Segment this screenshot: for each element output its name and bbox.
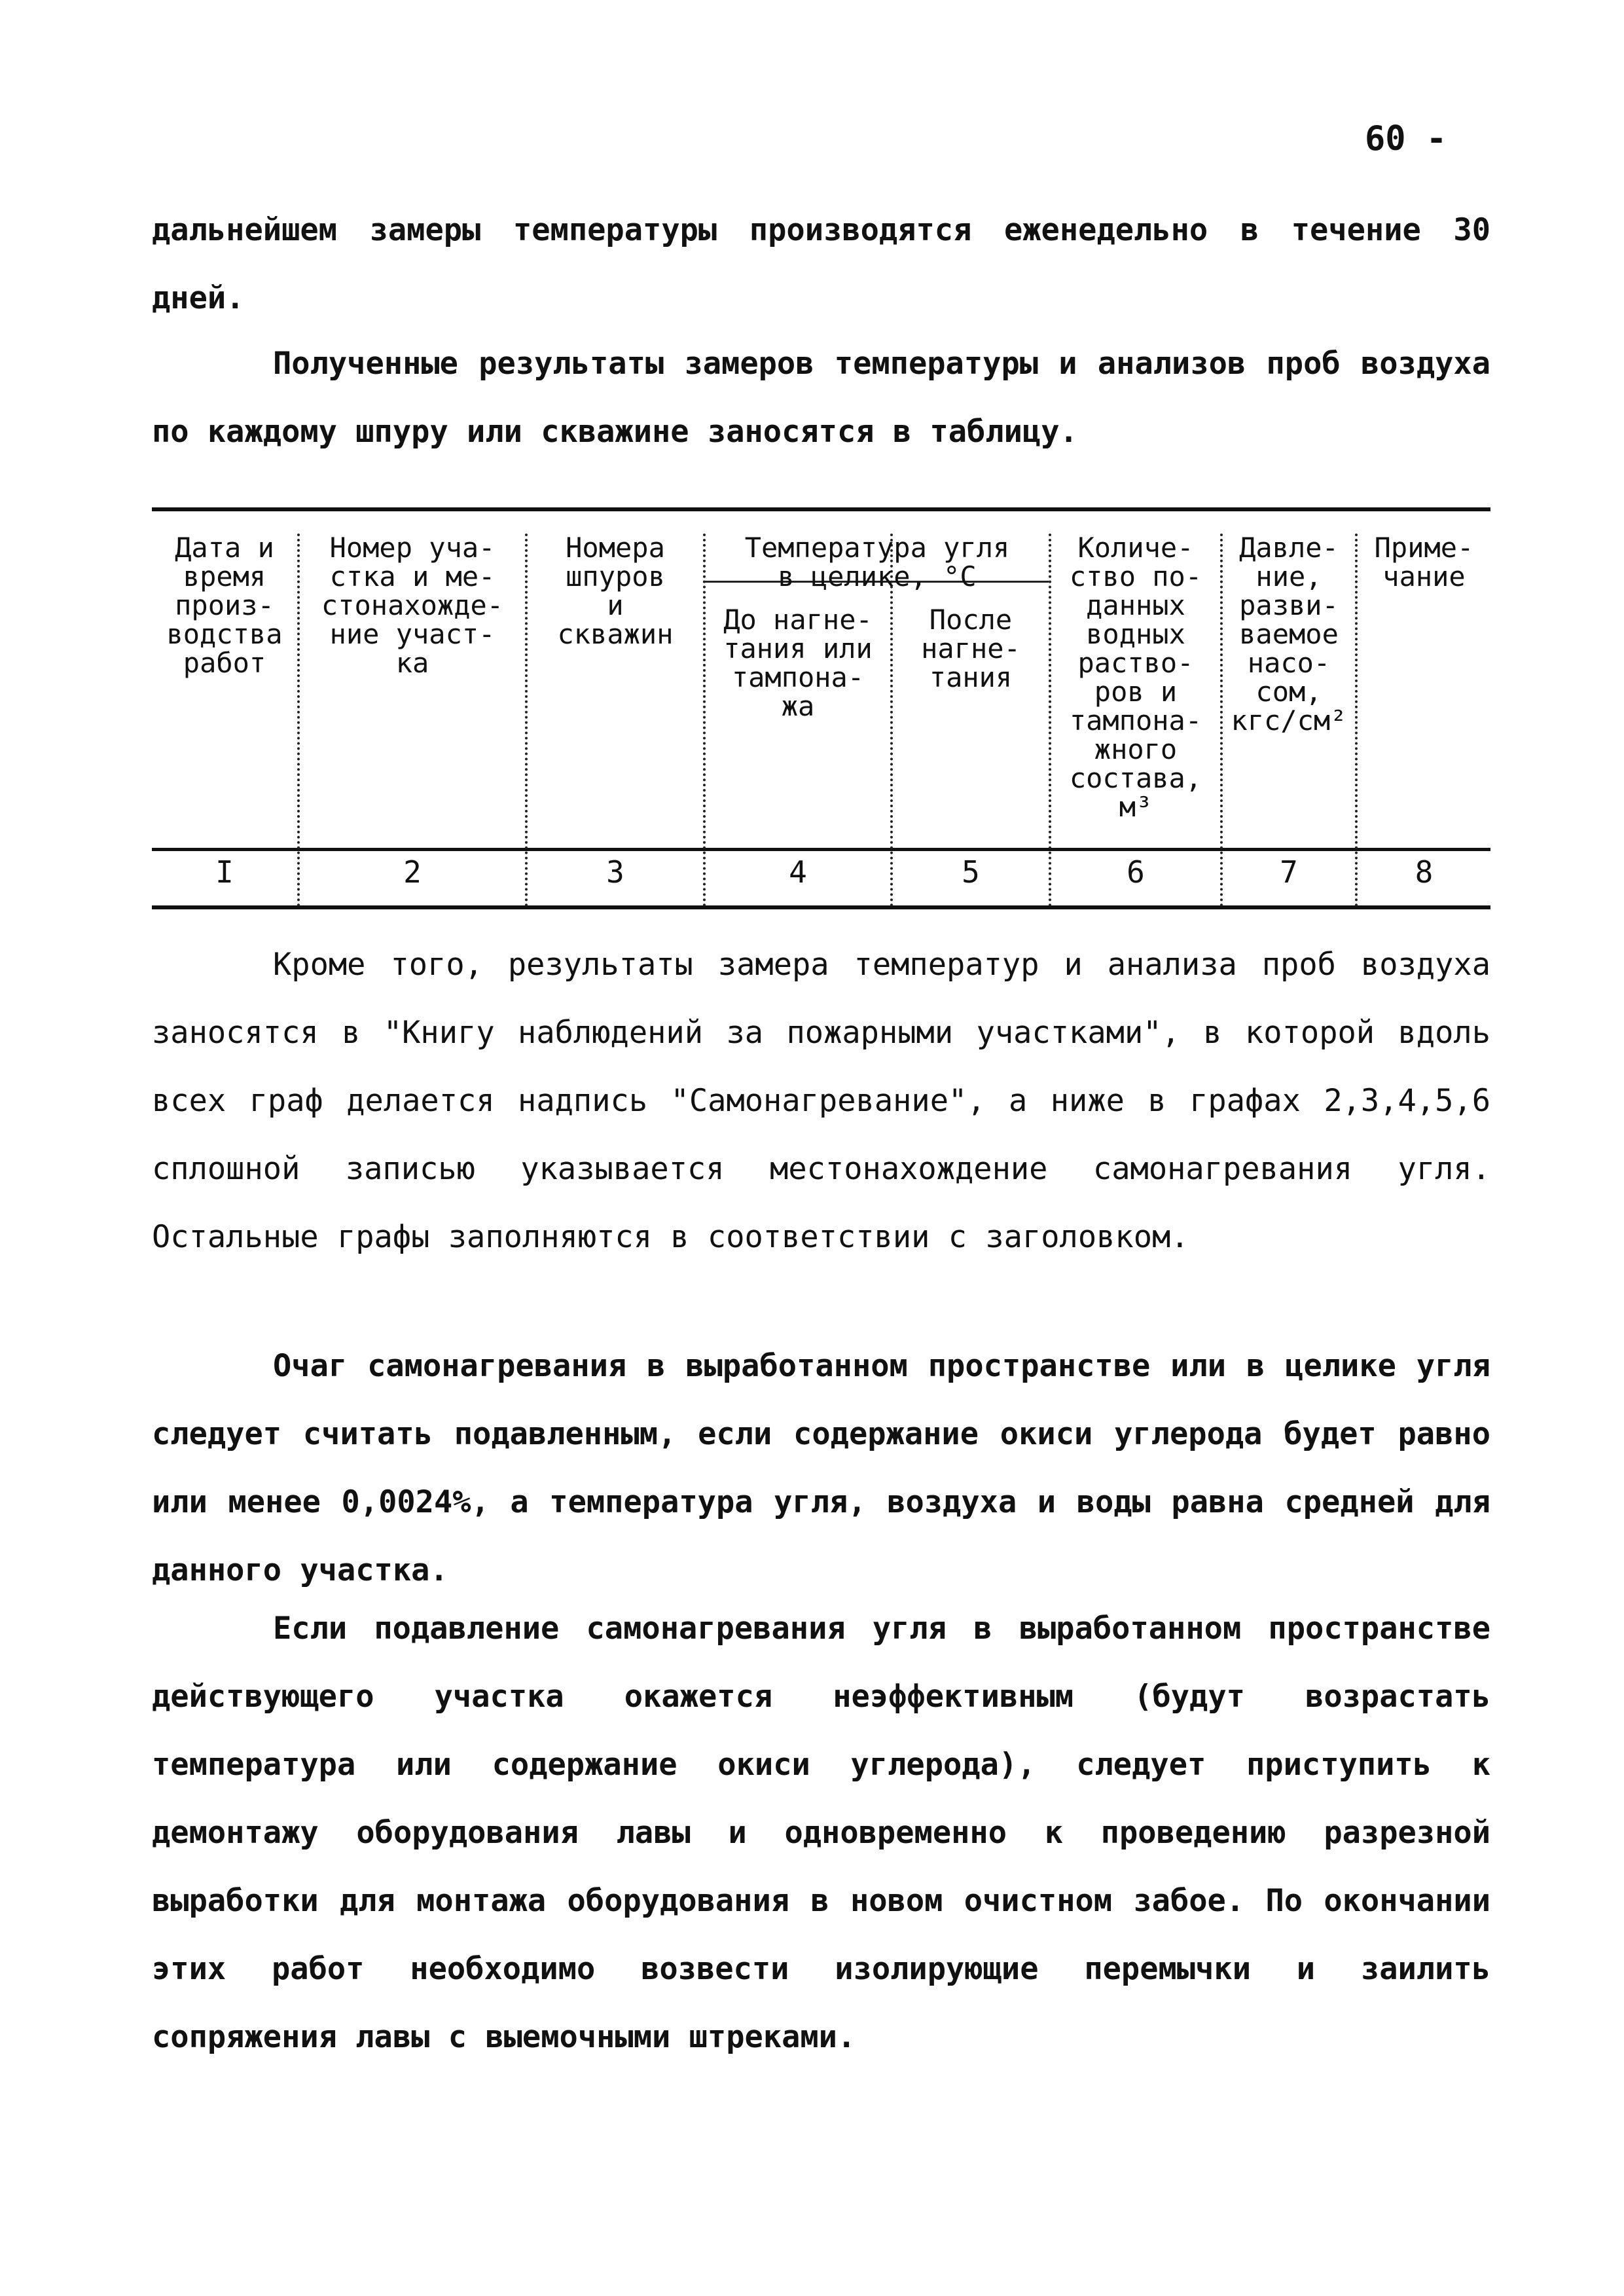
column-number: I [215,854,234,890]
column-number: 3 [606,854,624,890]
header-temperature: Температура угля в целике, °С [744,532,1010,592]
column-number: 2 [403,854,422,890]
subheader-before: До нагне- тания или тампона- жа [723,604,873,722]
table-top-rule [152,507,1490,511]
paragraph-intro: дальнейшем замеры температуры производятся еженедельно в течение 30 дней. [152,212,1490,316]
header-boreholes: Номера шпуров и скважин [557,532,674,650]
table-bottom-rule [152,905,1490,909]
column-number: 7 [1280,854,1298,890]
paragraph-focus: Очаг самонагревания в выработанном пространстве или в целике угля следует считать подавленным, если содержание окиси углерода будет равно или менее 0,0024%, а температура угля, воздуха и воды равна средней для данного участка. [152,1348,1490,1588]
paragraph-suppression: Если подавление самонагревания угля в выработанном пространстве действующего участка окажется неэффективным (будут возрастать температура или содержание окиси углерода), следует приступить к демонтажу оборудования лавы и одновременно к проведению разрезной выработки для монтажа оборудования в новом очистном забое. По окончании этих работ необходимо возвести изолирующие перемычки и заилить сопряжения лавы с выемочными штреками. [152,1611,1490,2055]
page-number: 60 - [1365,119,1447,158]
measurement-table [152,507,1490,913]
column-number: 8 [1415,854,1434,890]
paragraph-besides: Кроме того, результаты замера температур и анализа проб воздуха заносятся в "Книгу наблюдений за пожарными участками", в которой вдоль всех граф делается надпись "Самонагревание", а ниже в графах 2,3,4,5,6 сплошной записью указывается местонахождение самонагревания угля. Остальные графы заполняются в соответствии с заголовком. [152,947,1490,1255]
header-pressure: Давле- ние, разви- ваемое насо- сом, кгс/см² [1231,532,1347,737]
header-section: Номер уча- стка и ме- стонахожде- ние участ- ка [321,532,504,679]
column-number: 4 [789,854,807,890]
column-number: 6 [1127,854,1145,890]
subheader-after: После нагне- тания [921,604,1020,693]
table-header-rule [152,848,1490,851]
paragraph-results: Полученные результаты замеров температуры и анализов проб воздуха по каждому шпуру или скважине заносятся в таблицу. [152,346,1490,450]
header-note: Приме- чание [1374,532,1474,592]
header-solution-volume: Количе- ство по- данных водных раство- ров и тампона- жного состава, м³ [1069,532,1202,823]
column-number: 5 [962,854,980,890]
header-date: Дата и время произ- водства работ [166,532,283,679]
